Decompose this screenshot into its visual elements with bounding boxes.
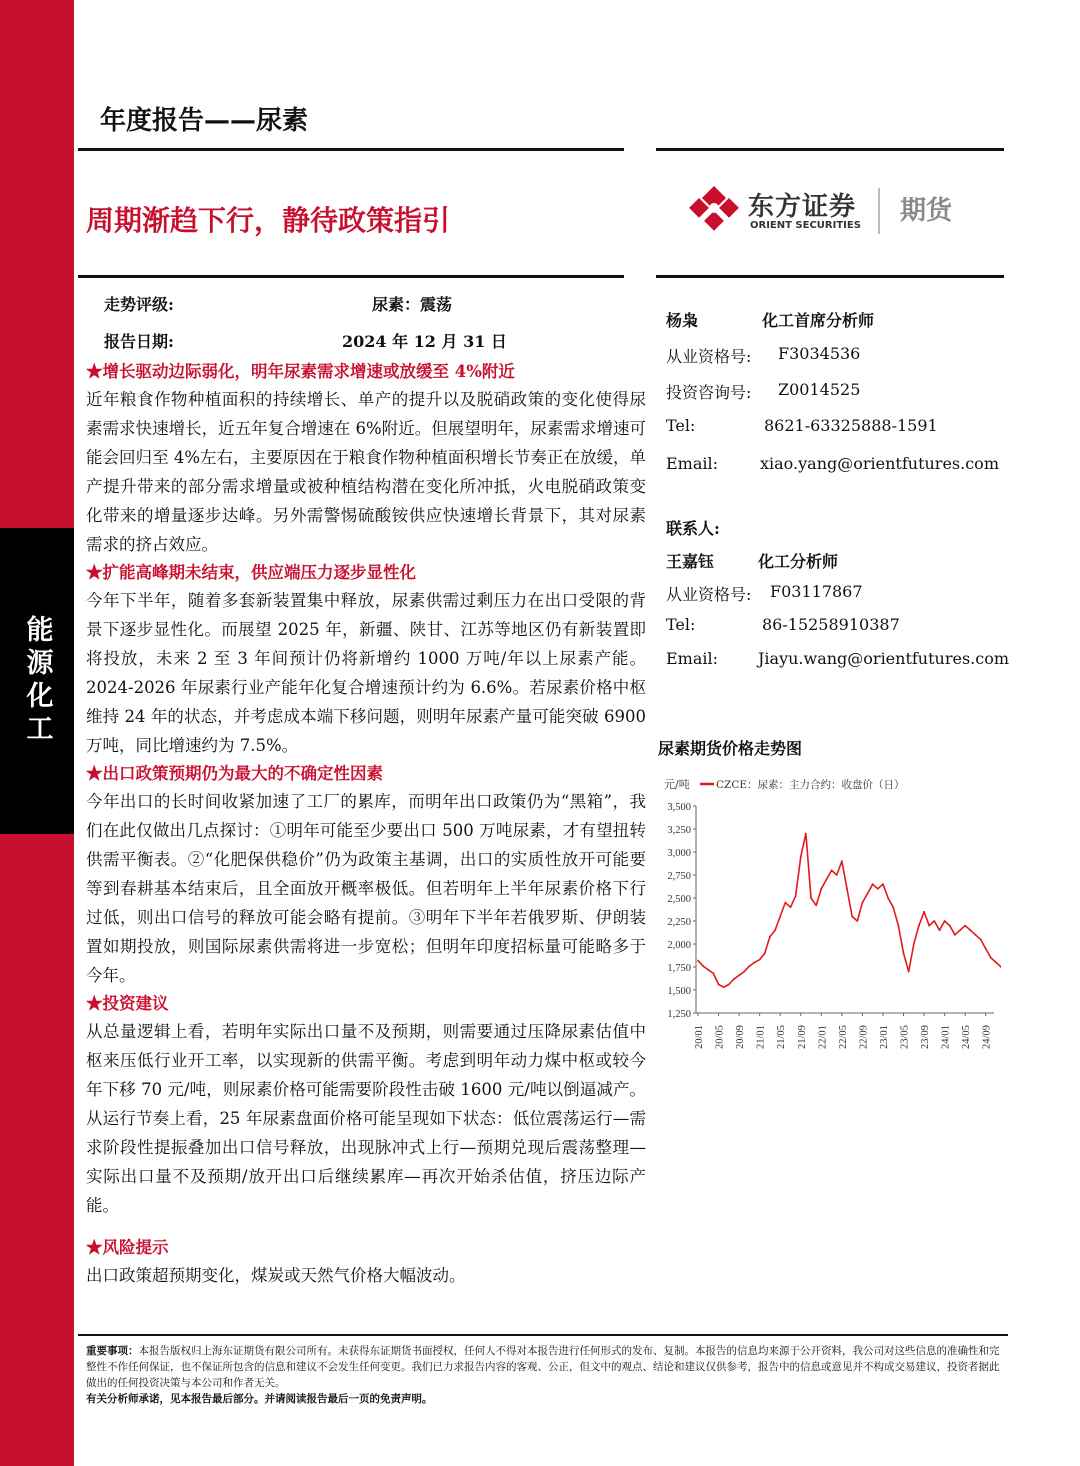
y-tick-label: 3,250 [667,825,691,836]
summary-column [86,358,646,1290]
analyst-cert-label: 从业资格号: [666,347,752,366]
data-point [743,971,745,973]
data-point [784,902,786,904]
data-point [795,895,797,897]
data-point [836,874,838,876]
section-heading-investment: ★投资建议 [86,994,169,1013]
data-point [713,973,715,975]
y-tick-label: 2,500 [667,894,691,905]
data-point [841,860,843,862]
data-point [728,984,730,986]
footer-rule [78,1334,1008,1336]
data-point [933,920,935,922]
analyst-row [666,308,875,331]
data-point [990,957,992,959]
data-point [764,952,766,954]
data-point [954,934,956,936]
data-point [718,984,720,986]
x-tick-label: 20/05 [714,1025,726,1049]
y-tick-label: 1,750 [667,963,691,974]
data-point [759,959,761,961]
data-point [779,916,781,918]
data-point [867,893,869,895]
data-point [872,883,874,885]
report-date-label: 报告日期: [104,332,174,351]
data-point [738,974,740,976]
data-point [754,962,756,964]
contact-tel-row [666,615,900,634]
data-point [923,911,925,913]
disclaimer-footer: 有关分析师承诺，见本报告最后部分。并请阅读报告最后一页的免责声明。 [86,1393,433,1405]
data-point [877,888,879,890]
y-tick-label: 2,750 [667,871,691,882]
data-point [939,929,941,931]
section-heading-supply: ★扩能高峰期未结束，供应端压力逐步显性化 [86,563,416,582]
data-point [815,904,817,906]
data-point [903,952,905,954]
data-point [856,920,858,922]
disclaimer-text: 本报告版权归上海东证期货有限公司所有。未获得东证期货书面授权，任何人不得对本报告进行任何形式的发布、复制。本报告的信息均来源于公开资料，我公司对这些信息的准确性和完整性不作任何保证，也不保证所包含的信息和建议不会发生任何变更。我们已力求报告内容的客观、公正，但文中的观点、结论和建议仅供参考，报告中的信息或意见并不构成交易建议，投资者据此做出的任何投资决策与本公司和作者无关。 [86,1345,1000,1389]
header-rule-left [78,148,624,151]
logo-division: 期货 [900,196,953,226]
data-point [826,879,828,881]
company-logo [688,184,978,236]
x-tick-label: 22/01 [817,1025,829,1049]
data-point [723,986,725,988]
data-point [975,934,977,936]
x-tick-label: 20/09 [735,1025,747,1049]
x-tick-label: 22/05 [837,1025,849,1049]
analyst-email-link[interactable]: xiao.yang@orientfutures.com [760,454,999,473]
y-tick-label: 3,500 [667,802,691,813]
data-point [985,948,987,950]
data-point [748,965,750,967]
analyst-advisory-label: 投资咨询号: [666,383,752,402]
data-point [897,925,899,927]
analyst-title: 化工首席分析师 [762,311,875,330]
y-tick-label: 1,500 [667,986,691,997]
report-headline: 周期渐趋下行，静待政策指引 [86,204,451,237]
data-point [733,978,735,980]
analyst-cert-value: F3034536 [778,344,861,363]
data-point [846,888,848,890]
data-point [769,936,771,938]
analyst-advisory-row [666,380,861,403]
contact-cert-value: F03117867 [770,582,863,601]
disclaimer-label: 重要事项： [86,1345,139,1357]
data-point [851,916,853,918]
data-point [980,939,982,941]
data-point [969,929,971,931]
section-heading-demand: ★增长驱动边际弱化，明年尿素需求增速或放缓至 4%附近 [86,362,515,381]
section-body-risk: 出口政策超预期变化，煤炭或天然气价格大幅波动。 [86,1266,466,1285]
contact-email-row [666,649,1010,668]
section-heading-export: ★出口政策预期仍为最大的不确定性因素 [86,764,383,783]
section-body-investment: 从总量逻辑上看，若明年实际出口量不及预期，则需要通过压降尿素估值中枢来压低行业开工率，以实现新的供需平衡。考虑到明年动力煤中枢或较今年下移 70 元/吨，则尿素价格可能需要阶段性击破 1600 元/吨以倒逼减产。从运行节奏上看，25 年尿素盘面价格可能呈现如下状态：低位震荡运行—需求阶段性提振叠加出口信号释放，出现脉冲式上行—预期兑现后震荡整理—实际出口量不及预期/放开出口后继续累库—再次开始杀估值，挤压边际产能。 [86,1022,646,1215]
disclaimer-block [86,1343,1008,1407]
sector-label: 能源化工 [21,615,53,747]
data-point [959,929,961,931]
data-point [707,969,709,971]
analyst-advisory-value: Z0014525 [778,380,861,399]
contact-email-label: Email: [666,649,719,668]
logo-company-english: ORIENT SECURITIES [750,220,861,231]
analyst-email-row [666,454,999,473]
y-tick-label: 3,000 [667,848,691,859]
contact-tel-label: Tel: [666,615,696,634]
data-point [944,920,946,922]
data-point [862,902,864,904]
contact-heading: 联系人: [666,519,720,538]
legend-label: CZCE：尿素：主力合约：收盘价（日） [716,779,905,791]
data-point [774,929,776,931]
data-point [810,897,812,899]
section-body-demand: 近年粮食作物种植面积的持续增长、单产的提升以及脱硝政策的变化使得尿素需求快速增长，近五年复合增速在 6%附近。但展望明年，尿素需求增速可能会回归至 4%左右，主要原因在于粮食作物种植面积增长节奏正在放缓，单产提升带来的部分需求增量或被种植结构潜在变化所冲抵，火电脱硝政策变化带来的增量逐步达峰。另外需警惕硫酸铵供应快速增长背景下，其对尿素需求的挤占效应。 [86,390,646,554]
x-tick-label: 24/05 [961,1025,973,1049]
logo-separator [878,188,880,234]
data-point [831,870,833,872]
data-point [913,943,915,945]
data-point [820,888,822,890]
price-series-line [698,834,1001,988]
contact-cert-row [666,582,863,605]
contact-cert-label: 从业资格号: [666,585,752,604]
section-body-supply: 今年下半年，随着多套新装置集中释放，尿素供需过剩压力在出口受限的背景下逐步显性化。而展望 2025 年，新疆、陕甘、江苏等地区仍有新装置即将投放，未来 2 至 3 年间预计仍将新增约 1000 万吨/年以上尿素产能。2024-2026 年尿素行业产能年化复合增速预计约为 6.6%。若尿素价格中枢维持 24 年的状态，并考虑成本端下移问题，则明年尿素产量可能突破 6900 万吨，同比增速约为 7.5%。 [86,591,646,755]
data-point [908,971,910,973]
report-date-value: 2024 年 12 月 31 日 [342,332,507,351]
price-chart [656,770,1001,1070]
y-tick-label: 2,000 [667,940,691,951]
contact-row [666,549,839,572]
data-point [800,856,802,858]
data-point [790,906,792,908]
data-point [964,925,966,927]
chart-title: 尿素期货价格走势图 [658,739,803,758]
y-tick-label: 2,250 [667,917,691,928]
data-point [995,962,997,964]
rating-value: 尿素：震荡 [372,295,453,314]
analyst-cert-row [666,344,861,367]
contact-tel-value: 86-15258910387 [762,615,900,634]
data-point [949,925,951,927]
report-type-title: 年度报告——尿素 [100,106,309,136]
contact-name: 王嘉钰 [666,552,715,571]
data-point [887,897,889,899]
rating-label: 走势评级: [104,295,174,314]
x-tick-label: 21/05 [776,1025,788,1049]
headline-rule-right [656,275,1004,278]
analyst-tel-label: Tel: [666,416,696,435]
analyst-tel-value: 8621-63325888-1591 [764,416,938,435]
x-tick-label: 24/01 [940,1025,952,1049]
x-tick-label: 22/09 [858,1025,870,1049]
x-tick-label: 23/01 [878,1025,890,1049]
x-tick-label: 20/01 [694,1025,705,1049]
logo-company-name: 东方证券 [748,192,857,222]
analyst-email-label: Email: [666,454,719,473]
headline-rule-left [78,275,624,278]
x-tick-label: 24/09 [981,1025,993,1049]
header-rule-right [656,148,1004,151]
data-point [697,960,699,962]
x-tick-label: 21/09 [796,1025,808,1049]
y-axis-unit: 元/吨 [664,778,690,791]
contact-email-link[interactable]: Jiayu.wang@orientfutures.com [758,649,1010,668]
x-tick-label: 23/05 [899,1025,911,1049]
x-tick-label: 21/01 [755,1025,767,1049]
data-point [928,925,930,927]
section-body-export: 今年出口的长时间收紧加速了工厂的累库，而明年出口政策仍为“黑箱”，我们在此仅做出几点探讨：①明年可能至少要出口 500 万吨尿素，才有望扭转供需平衡表。②“化肥保供稳价”仍为政策主基调，出口的实质性放开可能要等到春耕基本结束后，且全面放开概率极低。但若明年上半年尿素价格下行过低，则出口信号的释放可能会略有提前。③明年下半年若俄罗斯、伊朗装置如期投放，则国际尿素供需将进一步宽松；但明年印度招标量可能略多于今年。 [86,792,646,985]
x-tick-label: 23/09 [920,1025,932,1049]
section-heading-risk: ★风险提示 [86,1238,169,1257]
data-point [882,883,884,885]
analyst-tel-row [666,416,938,435]
y-tick-label: 1,250 [667,1009,691,1020]
section-spacer [86,1220,646,1234]
data-point [892,906,894,908]
sector-tab [0,528,74,834]
contact-title: 化工分析师 [758,552,839,571]
data-point [805,833,807,835]
orient-securities-logo-icon [688,184,740,236]
data-point [702,965,704,967]
data-point [918,925,920,927]
analyst-name: 杨枭 [666,311,699,330]
